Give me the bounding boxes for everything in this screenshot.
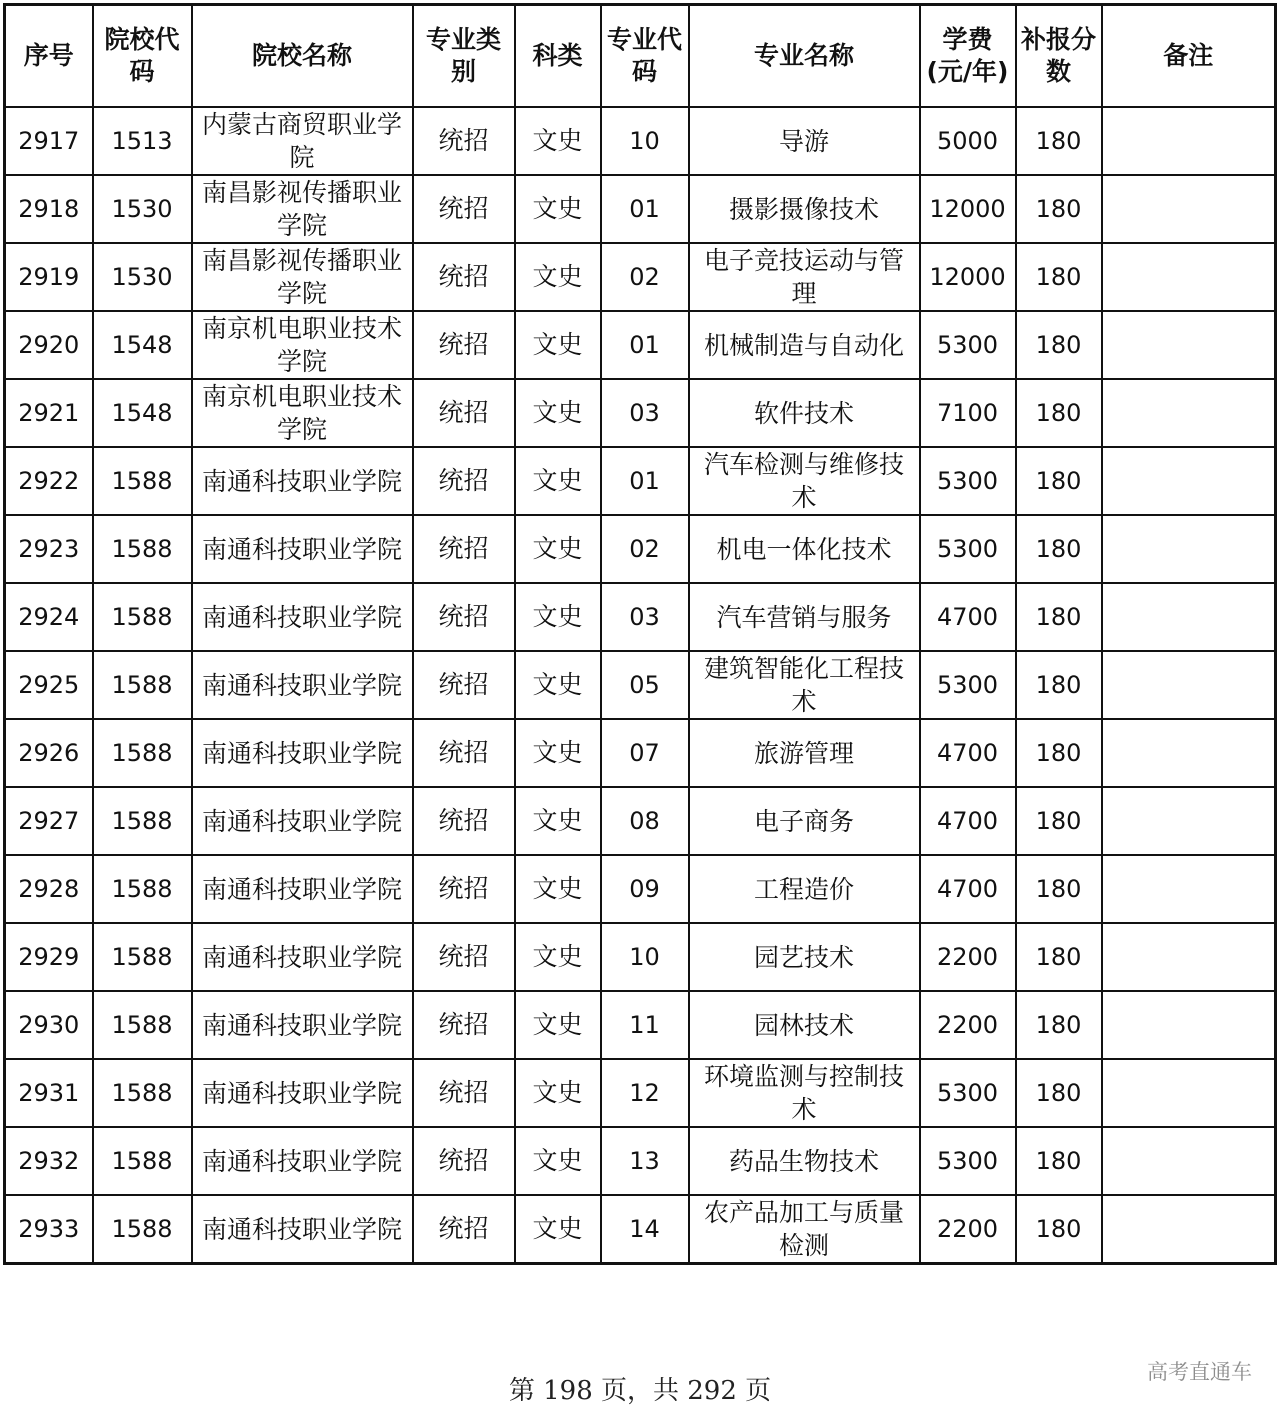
- cell-tuition: 2200: [920, 1195, 1016, 1264]
- cell-subject: 文史: [515, 447, 601, 515]
- cell-major-name: 旅游管理: [689, 719, 920, 787]
- cell-major-code: 13: [601, 1127, 689, 1195]
- cell-school-code: 1530: [93, 175, 192, 243]
- cell-major-name: 机电一体化技术: [689, 515, 920, 583]
- cell-major-code: 02: [601, 243, 689, 311]
- cell-school-code: 1548: [93, 311, 192, 379]
- cell-major-code: 05: [601, 651, 689, 719]
- cell-note: [1102, 243, 1276, 311]
- cell-note: [1102, 1059, 1276, 1127]
- cell-note: [1102, 1195, 1276, 1264]
- cell-major-type: 统招: [413, 175, 515, 243]
- cell-tuition: 12000: [920, 243, 1016, 311]
- cell-school-name: 南通科技职业学院: [192, 1127, 413, 1195]
- cell-note: [1102, 107, 1276, 175]
- cell-seq: 2924: [5, 583, 93, 651]
- header-major-name: 专业名称: [689, 5, 920, 108]
- cell-major-code: 08: [601, 787, 689, 855]
- cell-seq: 2917: [5, 107, 93, 175]
- table-row: [5, 583, 1276, 651]
- table-row: [5, 651, 1276, 719]
- cell-seq: 2925: [5, 651, 93, 719]
- cell-school-name: 南昌影视传播职业学院: [192, 175, 413, 243]
- cell-note: [1102, 855, 1276, 923]
- cell-tuition: 5300: [920, 1127, 1016, 1195]
- cell-major-name: 机械制造与自动化: [689, 311, 920, 379]
- cell-subject: 文史: [515, 515, 601, 583]
- table-row: [5, 1127, 1276, 1195]
- cell-seq: 2927: [5, 787, 93, 855]
- header-tuition: 学费(元/年): [920, 5, 1016, 108]
- cell-note: [1102, 515, 1276, 583]
- cell-score: 180: [1016, 1195, 1102, 1264]
- header-subject: 科类: [515, 5, 601, 108]
- cell-major-name: 药品生物技术: [689, 1127, 920, 1195]
- cell-major-type: 统招: [413, 787, 515, 855]
- header-major-type: 专业类别: [413, 5, 515, 108]
- cell-major-type: 统招: [413, 447, 515, 515]
- cell-tuition: 5300: [920, 447, 1016, 515]
- cell-subject: 文史: [515, 1195, 601, 1264]
- table-row: [5, 515, 1276, 583]
- cell-seq: 2922: [5, 447, 93, 515]
- cell-school-name: 南京机电职业技术学院: [192, 311, 413, 379]
- cell-subject: 文史: [515, 719, 601, 787]
- cell-major-name: 工程造价: [689, 855, 920, 923]
- table-row: [5, 311, 1276, 379]
- cell-school-name: 南通科技职业学院: [192, 1195, 413, 1264]
- cell-subject: 文史: [515, 1127, 601, 1195]
- cell-seq: 2918: [5, 175, 93, 243]
- cell-note: [1102, 719, 1276, 787]
- cell-school-code: 1588: [93, 447, 192, 515]
- table-row: [5, 855, 1276, 923]
- cell-score: 180: [1016, 923, 1102, 991]
- cell-major-type: 统招: [413, 379, 515, 447]
- cell-note: [1102, 583, 1276, 651]
- cell-subject: 文史: [515, 311, 601, 379]
- cell-school-name: 南京机电职业技术学院: [192, 379, 413, 447]
- cell-note: [1102, 379, 1276, 447]
- admission-table: [3, 3, 1277, 1265]
- cell-score: 180: [1016, 991, 1102, 1059]
- cell-major-name: 导游: [689, 107, 920, 175]
- cell-school-name: 南通科技职业学院: [192, 583, 413, 651]
- cell-score: 180: [1016, 107, 1102, 175]
- cell-subject: 文史: [515, 855, 601, 923]
- cell-school-code: 1588: [93, 1195, 192, 1264]
- cell-note: [1102, 923, 1276, 991]
- cell-school-name: 南通科技职业学院: [192, 991, 413, 1059]
- header-school-name: 院校名称: [192, 5, 413, 108]
- cell-score: 180: [1016, 1127, 1102, 1195]
- cell-seq: 2933: [5, 1195, 93, 1264]
- admission-table-container: [3, 3, 1277, 1265]
- cell-school-code: 1588: [93, 515, 192, 583]
- cell-seq: 2923: [5, 515, 93, 583]
- cell-school-code: 1588: [93, 1127, 192, 1195]
- cell-score: 180: [1016, 515, 1102, 583]
- table-body: [5, 107, 1276, 1264]
- cell-major-code: 09: [601, 855, 689, 923]
- cell-subject: 文史: [515, 991, 601, 1059]
- cell-score: 180: [1016, 447, 1102, 515]
- cell-major-type: 统招: [413, 923, 515, 991]
- cell-score: 180: [1016, 651, 1102, 719]
- cell-major-code: 10: [601, 107, 689, 175]
- cell-school-name: 南通科技职业学院: [192, 719, 413, 787]
- cell-score: 180: [1016, 1059, 1102, 1127]
- cell-school-name: 南通科技职业学院: [192, 855, 413, 923]
- cell-score: 180: [1016, 719, 1102, 787]
- cell-tuition: 5300: [920, 651, 1016, 719]
- cell-seq: 2931: [5, 1059, 93, 1127]
- cell-major-type: 统招: [413, 719, 515, 787]
- cell-tuition: 2200: [920, 991, 1016, 1059]
- page-footer: 第 198 页，共 292 页: [508, 1376, 772, 1406]
- cell-school-code: 1588: [93, 923, 192, 991]
- cell-subject: 文史: [515, 175, 601, 243]
- cell-major-name: 环境监测与控制技术: [689, 1059, 920, 1127]
- cell-major-type: 统招: [413, 311, 515, 379]
- cell-major-code: 02: [601, 515, 689, 583]
- header-school-code: 院校代码: [93, 5, 192, 108]
- cell-tuition: 7100: [920, 379, 1016, 447]
- cell-school-name: 南昌影视传播职业学院: [192, 243, 413, 311]
- table-row: [5, 923, 1276, 991]
- cell-tuition: 12000: [920, 175, 1016, 243]
- cell-tuition: 2200: [920, 923, 1016, 991]
- cell-school-code: 1588: [93, 719, 192, 787]
- table-row: [5, 447, 1276, 515]
- cell-subject: 文史: [515, 107, 601, 175]
- cell-major-type: 统招: [413, 1059, 515, 1127]
- cell-major-code: 01: [601, 175, 689, 243]
- cell-major-name: 园艺技术: [689, 923, 920, 991]
- cell-major-name: 建筑智能化工程技术: [689, 651, 920, 719]
- cell-school-code: 1588: [93, 583, 192, 651]
- cell-major-name: 软件技术: [689, 379, 920, 447]
- cell-major-type: 统招: [413, 515, 515, 583]
- cell-tuition: 4700: [920, 787, 1016, 855]
- cell-tuition: 4700: [920, 855, 1016, 923]
- cell-major-type: 统招: [413, 1127, 515, 1195]
- cell-subject: 文史: [515, 787, 601, 855]
- cell-school-name: 南通科技职业学院: [192, 923, 413, 991]
- cell-major-code: 03: [601, 583, 689, 651]
- cell-note: [1102, 311, 1276, 379]
- header-score: 补报分数: [1016, 5, 1102, 108]
- cell-school-name: 内蒙古商贸职业学院: [192, 107, 413, 175]
- cell-major-name: 农产品加工与质量检测: [689, 1195, 920, 1264]
- cell-major-code: 12: [601, 1059, 689, 1127]
- cell-tuition: 4700: [920, 719, 1016, 787]
- cell-school-name: 南通科技职业学院: [192, 787, 413, 855]
- cell-note: [1102, 787, 1276, 855]
- header-row: [5, 5, 1276, 108]
- cell-major-code: 01: [601, 447, 689, 515]
- cell-seq: 2928: [5, 855, 93, 923]
- table-row: [5, 175, 1276, 243]
- cell-tuition: 5300: [920, 311, 1016, 379]
- cell-school-code: 1530: [93, 243, 192, 311]
- cell-major-type: 统招: [413, 107, 515, 175]
- cell-score: 180: [1016, 311, 1102, 379]
- table-row: [5, 1195, 1276, 1264]
- cell-school-name: 南通科技职业学院: [192, 447, 413, 515]
- cell-seq: 2921: [5, 379, 93, 447]
- cell-school-code: 1588: [93, 787, 192, 855]
- cell-score: 180: [1016, 243, 1102, 311]
- cell-seq: 2920: [5, 311, 93, 379]
- cell-tuition: 5300: [920, 515, 1016, 583]
- cell-major-type: 统招: [413, 651, 515, 719]
- cell-major-code: 11: [601, 991, 689, 1059]
- cell-seq: 2932: [5, 1127, 93, 1195]
- header-major-code: 专业代码: [601, 5, 689, 108]
- cell-major-name: 园林技术: [689, 991, 920, 1059]
- cell-school-code: 1588: [93, 855, 192, 923]
- table-row: [5, 107, 1276, 175]
- cell-major-name: 汽车营销与服务: [689, 583, 920, 651]
- cell-note: [1102, 991, 1276, 1059]
- cell-subject: 文史: [515, 1059, 601, 1127]
- cell-seq: 2919: [5, 243, 93, 311]
- cell-major-name: 电子竞技运动与管理: [689, 243, 920, 311]
- table-row: [5, 379, 1276, 447]
- cell-score: 180: [1016, 583, 1102, 651]
- cell-major-code: 14: [601, 1195, 689, 1264]
- cell-score: 180: [1016, 175, 1102, 243]
- cell-note: [1102, 175, 1276, 243]
- cell-note: [1102, 651, 1276, 719]
- cell-major-name: 汽车检测与维修技术: [689, 447, 920, 515]
- cell-school-code: 1513: [93, 107, 192, 175]
- cell-school-name: 南通科技职业学院: [192, 651, 413, 719]
- watermark-text: 高考直通车: [1147, 1360, 1252, 1384]
- cell-tuition: 5300: [920, 1059, 1016, 1127]
- table-row: [5, 243, 1276, 311]
- cell-major-code: 10: [601, 923, 689, 991]
- cell-tuition: 4700: [920, 583, 1016, 651]
- cell-school-code: 1588: [93, 991, 192, 1059]
- table-row: [5, 787, 1276, 855]
- cell-subject: 文史: [515, 379, 601, 447]
- cell-major-code: 03: [601, 379, 689, 447]
- cell-school-name: 南通科技职业学院: [192, 1059, 413, 1127]
- cell-major-code: 01: [601, 311, 689, 379]
- cell-subject: 文史: [515, 923, 601, 991]
- cell-score: 180: [1016, 855, 1102, 923]
- cell-seq: 2926: [5, 719, 93, 787]
- cell-major-type: 统招: [413, 855, 515, 923]
- cell-tuition: 5000: [920, 107, 1016, 175]
- cell-major-code: 07: [601, 719, 689, 787]
- cell-note: [1102, 1127, 1276, 1195]
- cell-school-name: 南通科技职业学院: [192, 515, 413, 583]
- cell-seq: 2930: [5, 991, 93, 1059]
- cell-score: 180: [1016, 787, 1102, 855]
- cell-major-type: 统招: [413, 243, 515, 311]
- cell-major-type: 统招: [413, 1195, 515, 1264]
- cell-school-code: 1548: [93, 379, 192, 447]
- cell-note: [1102, 447, 1276, 515]
- cell-subject: 文史: [515, 583, 601, 651]
- cell-school-code: 1588: [93, 1059, 192, 1127]
- cell-major-name: 摄影摄像技术: [689, 175, 920, 243]
- cell-major-name: 电子商务: [689, 787, 920, 855]
- cell-seq: 2929: [5, 923, 93, 991]
- table-row: [5, 991, 1276, 1059]
- header-note: 备注: [1102, 5, 1276, 108]
- table-row: [5, 719, 1276, 787]
- cell-subject: 文史: [515, 651, 601, 719]
- cell-major-type: 统招: [413, 991, 515, 1059]
- header-seq: 序号: [5, 5, 93, 108]
- table-row: [5, 1059, 1276, 1127]
- cell-school-code: 1588: [93, 651, 192, 719]
- cell-major-type: 统招: [413, 583, 515, 651]
- cell-subject: 文史: [515, 243, 601, 311]
- cell-score: 180: [1016, 379, 1102, 447]
